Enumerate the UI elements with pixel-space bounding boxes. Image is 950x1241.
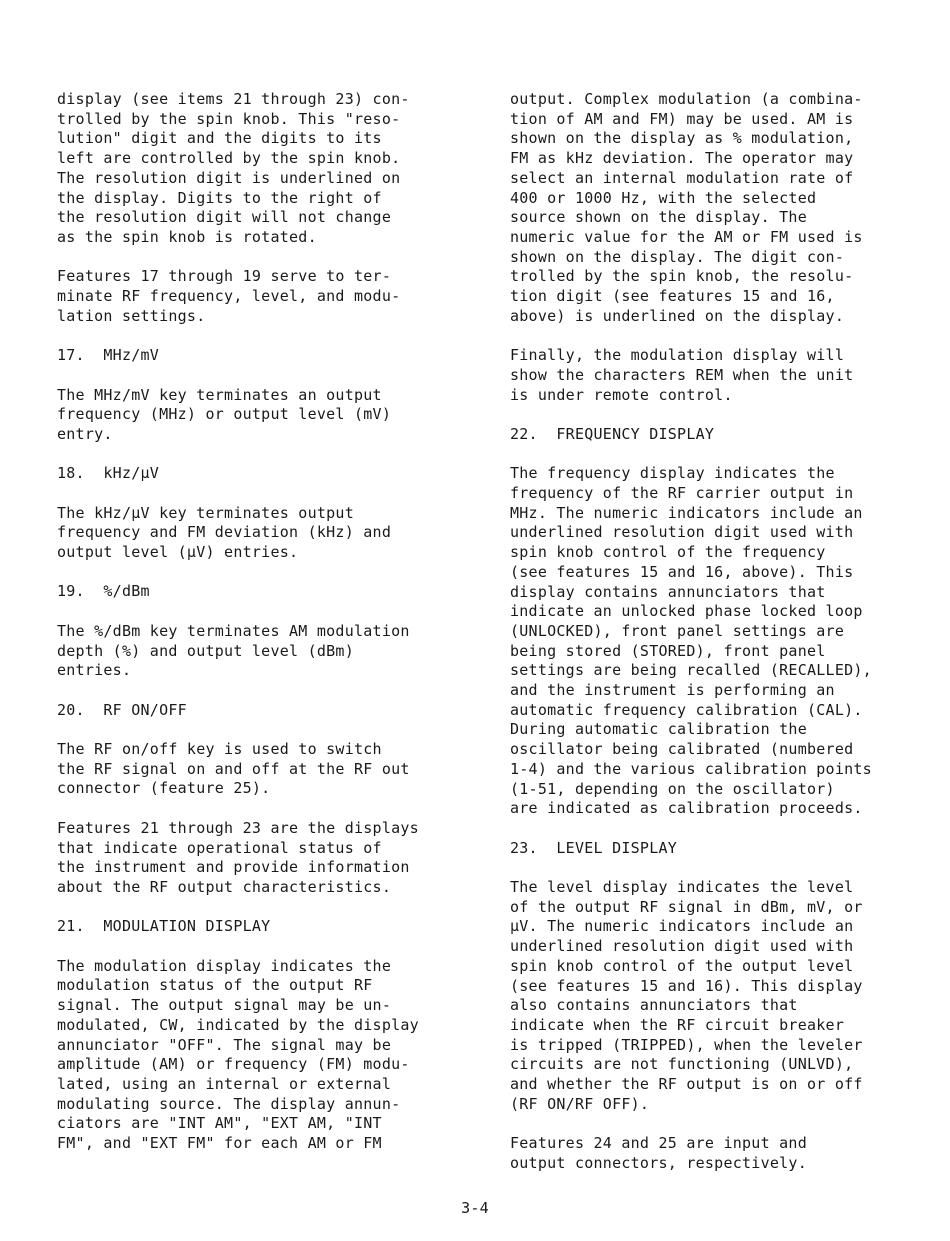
paragraph-level-display: The level display indicates the level of the output RF signal in dBm, mV, or µV. The numeric indicators include an underlined resolution digit used with spin knob control of the output level (see features 15 and 16). This display also contains annunciators that indicate when the RF circuit breaker is tripped (TRIPPED), when the leveler circuits are not functioning (UNLVD), and whether the RF output is on or off (RF ON/RF OFF). (510, 878, 863, 1113)
heading-20-rf-on-off: 20. RF ON/OFF (57, 700, 187, 719)
paragraph-features-21-23-intro: Features 21 through 23 are the displays that indicate operational status of the instrument and provide information about the RF output characteristics. (57, 818, 419, 896)
paragraph-rf-on-off-key: The RF on/off key is used to switch the RF signal on and off at the RF out connector (feature 25). (57, 740, 410, 798)
paragraph-percent-dbm-key: The %/dBm key terminates AM modulation depth (%) and output level (dBm) entries. (57, 621, 410, 680)
heading-21-modulation-display: 21. MODULATION DISPLAY (57, 917, 271, 936)
left-column (57, 90, 445, 1173)
paragraph-modulation-display: The modulation display indicates the modulation status of the output RF signal. The output signal may be un- modulated, CW, indicated by the display annunciator "OFF". The signal may be amplitude (AM) or frequency (FM) modu- lated, using an internal or external modulating source. The display annun- ciators are "INT AM", "EXT AM, "INT FM", and "EXT FM" for each AM or FM (57, 956, 419, 1153)
paragraph-mhz-mv-key: The MHz/mV key terminates an output frequency (MHz) or output level (mV) entry. (57, 385, 392, 443)
heading-23-level-display: 23. LEVEL DISPLAY (510, 838, 678, 857)
paragraph-features-24-25: Features 24 and 25 are input and output connectors, respectively. (510, 1134, 807, 1172)
heading-19-percent-dbm: 19. %/dBm (57, 582, 150, 601)
paragraph-features-17-19-intro: Features 17 through 19 serve to ter- minate RF frequency, level, and modu- lation settings. (57, 267, 401, 325)
paragraph-khz-uv-key: The kHz/µV key terminates output frequency and FM deviation (kHz) and output level (µV) entries. (57, 503, 392, 562)
paragraph-frequency-display: The frequency display indicates the frequency of the RF carrier output in MHz. The numeric indicators include an underlined resolution digit used with spin knob control of the frequency (see features 15 and 16, above). This display contains annunciators that indicate an unlocked phase locked loop (UNLOCKED), front panel settings are being stored (STORED), front panel settings are being recalled (RECALLED), and the instrument is performing an automatic frequency calibration (CAL). During automatic calibration the oscillator being calibrated (numbered 1-4) and the various calibration points (1-51, depending on the oscillator) are indicated as calibration proceeds. (510, 464, 872, 818)
page-number: 3-4 (461, 1199, 489, 1217)
heading-17-mhz-mv: 17. MHz/mV (57, 346, 160, 365)
paragraph-remote-control: Finally, the modulation display will show the characters REM when the unit is under remote control. (510, 346, 854, 404)
right-column (510, 90, 900, 1193)
heading-22-frequency-display: 22. FREQUENCY DISPLAY (510, 424, 715, 443)
heading-18-khz-uv: 18. kHz/µV (57, 464, 160, 483)
paragraph-spin-knob-resolution: display (see items 21 through 23) con- trolled by the spin knob. This "reso- lution" digit and the digits to its left are controlled by the spin knob. The resolution digit is underlined on the display. Digits to the right of the resolution digit will not change as the spin knob is rotated. (57, 90, 410, 246)
paragraph-modulation-display-continued: output. Complex modulation (a combina- tion of AM and FM) may be used. AM is shown on the display as % modulation, FM as kHz deviation. The operator may select an internal modulation rate of 400 or 1000 Hz, with the selected source shown on the display. The numeric value for the AM or FM used is shown on the display. The digit con- trolled by the spin knob, the resolu- tion digit (see features 15 and 16, above) is underlined on the display. (510, 90, 863, 325)
